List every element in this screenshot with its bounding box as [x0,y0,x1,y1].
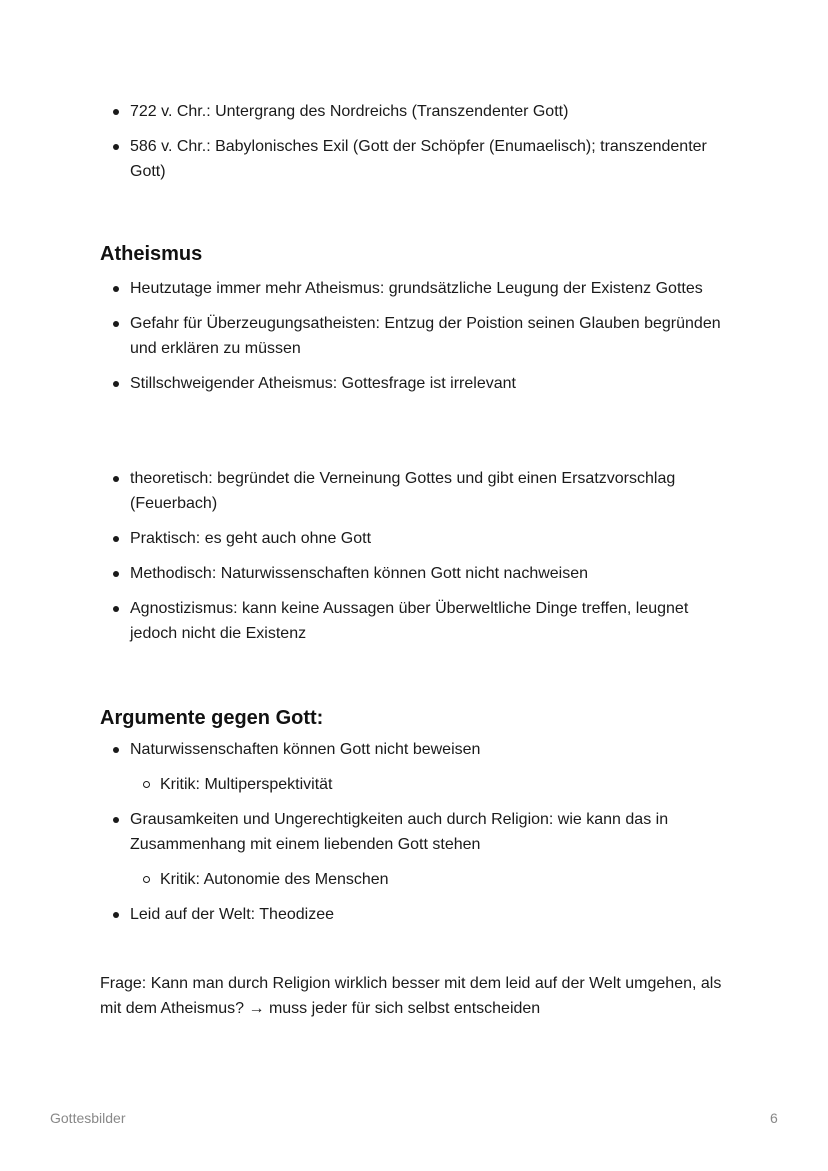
footer-title: Gottesbilder [50,1110,126,1126]
list-item: Gefahr für Überzeugungsatheisten: Entzug der Poistion seinen Glauben begründen und erklären zu müssen [100,311,730,361]
argumente-list [100,737,730,927]
list-item: Praktisch: es geht auch ohne Gott [100,526,730,551]
section-heading-atheismus: Atheismus [100,243,203,265]
list-item: Naturwissenschaften können Gott nicht beweisen [100,737,730,762]
list-item: Leid auf der Welt: Theodizee [100,902,730,927]
question-paragraph: Frage: Kann man durch Religion wirklich besser mit dem leid auf der Welt umgehen, als mit dem Atheismus? → muss jeder für sich selbst entscheiden [100,975,722,1017]
sub-list-item: Kritik: Autonomie des Menschen [100,867,730,892]
list-item: theoretisch: begründet die Verneinung Gottes und gibt einen Ersatzvorschlag (Feuerbach) [100,466,730,516]
page-number: 6 [770,1110,778,1126]
sub-list-item: Kritik: Multiperspektivität [100,772,730,797]
list-item: Agnostizismus: kann keine Aussagen über Überweltliche Dinge treffen, leugnet jedoch nicht die Existenz [100,596,730,646]
list-item: Methodisch: Naturwissenschaften können Gott nicht nachweisen [100,561,730,586]
list-item: 722 v. Chr.: Untergrang des Nordreichs (Transzendenter Gott) [100,99,730,124]
list-item: Stillschweigender Atheismus: Gottesfrage ist irrelevant [100,371,730,396]
list-item: Grausamkeiten und Ungerechtigkeiten auch durch Religion: wie kann das in Zusammenhang mit einem liebenden Gott stehen [100,807,730,857]
list-item: Heutzutage immer mehr Atheismus: grundsätzliche Leugung der Existenz Gottes [100,276,730,301]
history-list [100,99,730,184]
section-heading-argumente: Argumente gegen Gott: [100,707,324,729]
atheismus-list-b [100,466,730,646]
list-item: 586 v. Chr.: Babylonisches Exil (Gott der Schöpfer (Enumaelisch); transzendenter Gott) [100,134,730,184]
atheismus-list-a [100,276,730,396]
